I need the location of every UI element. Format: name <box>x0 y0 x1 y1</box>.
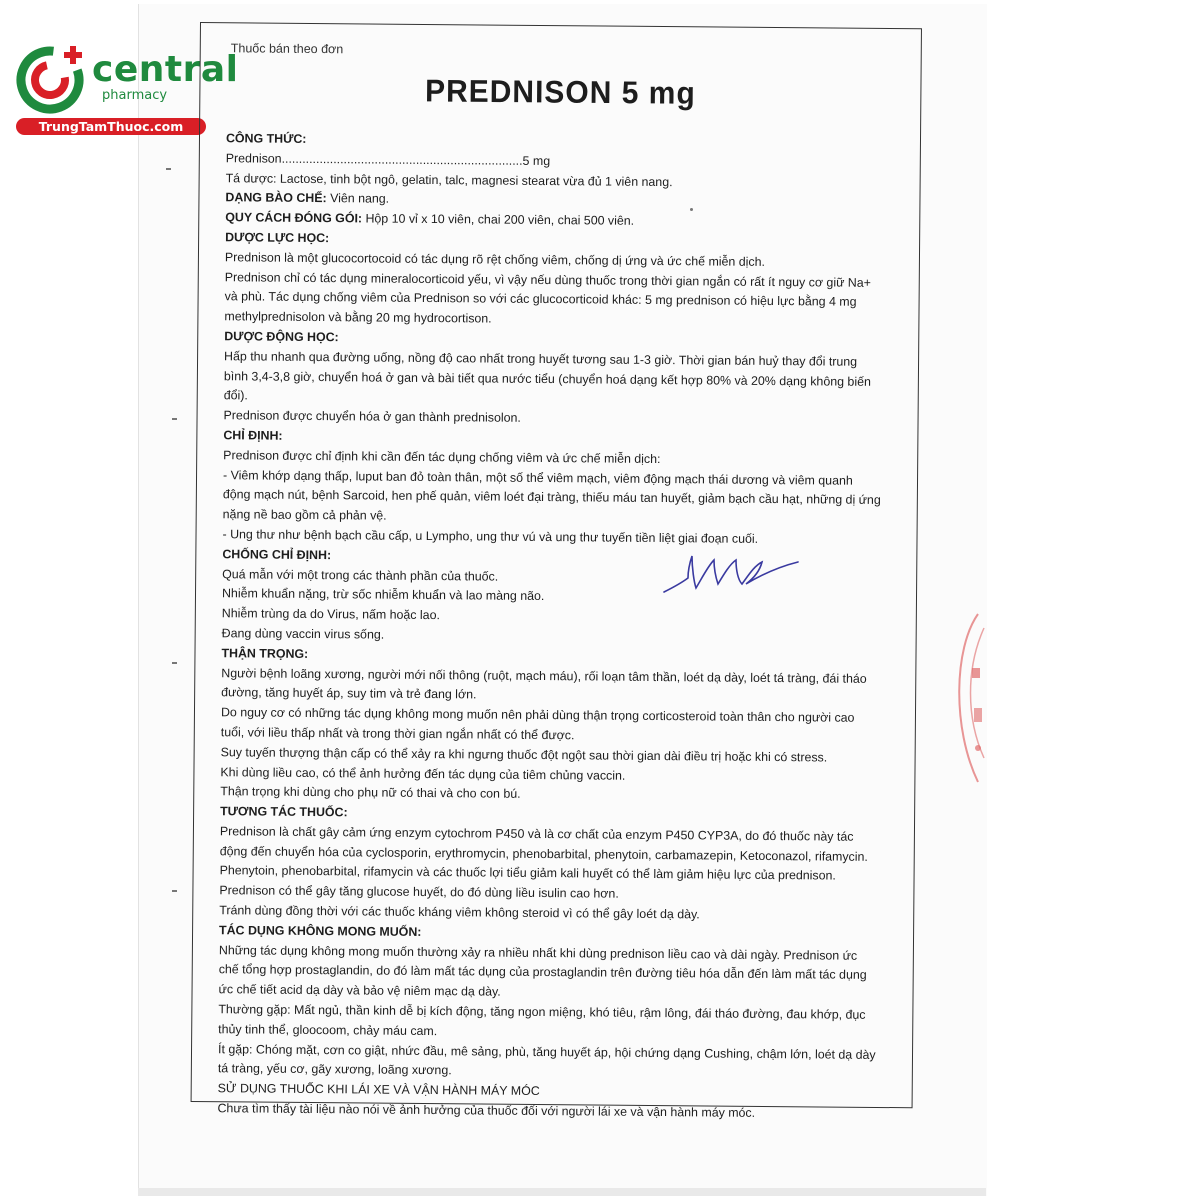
scan-mark <box>172 890 177 892</box>
logo-site-link[interactable]: TrungTamThuoc.com <box>16 118 206 135</box>
precautions-paragraph: Khi dùng liều cao, có thể ảnh hưởng đến tác dụng của tiêm chủng vaccin. <box>220 764 626 783</box>
side-effects-paragraph: Ít gặp: Chóng mặt, cơn co giật, nhức đầu, mê sảng, phù, tăng huyết áp, hội chứng dạng Cushing, chậm lớn, loét dạ dày tá tràng, yếu cơ, gãy xương, loãng xương. <box>217 1041 876 1078</box>
side-effects-paragraph: Thường gặp: Mất ngủ, thần kinh dễ bị kích động, tăng ngon miệng, khó tiêu, rậm lông, đái tháo đường, đau khớp, đục thủy tinh thể, gloocoom, chảy máu cam. <box>218 1002 866 1038</box>
driving-paragraph: Chưa tìm thấy tài liệu nào nói về ảnh hưởng của thuốc đối với người lái xe và vận hành máy móc. <box>217 1101 756 1120</box>
section-heading-dosage-form: DẠNG BÀO CHẾ: <box>225 190 327 206</box>
contraindications-item: Đang dùng vaccin virus sống. <box>221 626 385 642</box>
stamp-fragment-icon <box>948 608 988 788</box>
interactions-paragraph: Prednison là chất gây cảm ứng enzym cytochrom P450 và là cơ chất của enzym P450 CYP3A, do đó thuốc này tác động đến chuyển hóa của cyclosporin, erythromycin, phenobarbital, phenytoin, carbamazepin, Ketoconazol, rifamycin. <box>219 824 868 864</box>
active-ingredient: Prednison <box>225 151 282 166</box>
pharmacokinetics-paragraph: Hấp thu nhanh qua đường uống, nồng độ cao nhất trong huyết tương sau 1-3 giờ. Thời gian bán huỷ thay đổi trung bình 3,4-3,8 giờ, chuyển hoá ở gan và bài tiết qua nước tiểu (chuyển hoá dạng kết hợp 80% và 20% dạng không biến đổi). <box>223 348 871 403</box>
contraindications-item: Quá mẫn với một trong các thành phần của thuốc. <box>222 566 499 584</box>
leaflet-content <box>217 129 886 1125</box>
section-heading-precautions: THẬN TRỌNG: <box>221 645 309 661</box>
scan-mark <box>172 662 177 664</box>
indications-paragraph: Prednison được chỉ định khi cần đến tác dụng chống viêm và ức chế miễn dịch: <box>223 447 661 466</box>
signature-icon <box>658 548 806 604</box>
page-title: PREDNISON 5 mg <box>424 74 696 112</box>
central-pharmacy-logo[interactable] <box>8 36 239 136</box>
scan-mark <box>166 168 171 170</box>
section-heading-interactions: TƯƠNG TÁC THUỐC: <box>220 804 348 820</box>
interactions-paragraph: Prednison có thể gây tăng glucose huyết, do đó dùng liều isulin cao hơn. <box>219 883 619 901</box>
precautions-paragraph: Thận trọng khi dùng cho phụ nữ có thai và cho con bú. <box>220 784 521 802</box>
section-heading-contraindications: CHỐNG CHỈ ĐỊNH: <box>222 546 332 562</box>
section-heading-packaging: QUY CÁCH ĐÓNG GÓI: <box>225 210 363 226</box>
contraindications-item: Nhiễm khuẩn nặng, trừ sốc nhiễm khuẩn và lao màng não. <box>221 586 545 604</box>
section-heading-side-effects: TÁC DỤNG KHÔNG MONG MUỐN: <box>219 923 422 939</box>
precautions-paragraph: Do nguy cơ có những tác dụng không mong muốn nên phải dùng thận trọng corticosteroid toàn thân cho người cao tuổi, với liều thấp nhất và trong thời gian ngắn nhất có thể được. <box>220 705 855 743</box>
scan-mark <box>172 418 177 420</box>
leader-dots: ...................................................................... <box>281 151 523 168</box>
section-heading-driving: SỬ DỤNG THUỐC KHI LÁI XE VÀ VẬN HÀNH MÁY MÓC <box>217 1081 540 1099</box>
pharmacodynamics-paragraph: Prednison là một glucocortocoid có tác dụng rõ rệt chống viêm, chống dị ứng và ức chế miễn dịch. <box>224 250 766 269</box>
central-pharmacy-mark-icon <box>14 40 90 116</box>
prescription-note: Thuốc bán theo đơn <box>230 41 344 57</box>
section-heading-pharmacodynamics: DƯỢC LỰC HỌC: <box>225 230 330 246</box>
active-amount: 5 mg <box>522 153 551 168</box>
formula-excipients: Tá dược: Lactose, tinh bột ngô, gelatin, talc, magnesi stearat vừa đủ 1 viên nang. <box>225 170 673 189</box>
indications-paragraph: - Viêm khớp dạng thấp, luput ban đỏ toàn thân, một số thể viêm mạch, viêm động mạch thái dương và viêm quanh động mạch nút, bệnh Sarcoid, hen phế quản, viêm loét đại tràng, thiếu máu tan huyết, giảm bạch cầu hạt, những dị ứng nặng nề bao gồm cả phản vệ. <box>222 467 881 523</box>
scan-edge <box>138 1188 986 1196</box>
logo-brand: central <box>92 49 239 90</box>
logo-subtitle: pharmacy <box>102 88 168 103</box>
section-heading-indications: CHỈ ĐỊNH: <box>223 428 283 443</box>
side-effects-paragraph: Những tác dụng không mong muốn thường xảy ra nhiều nhất khi dùng prednison liều cao và dài ngày. Prednison ức chế tổng hợp prostaglandin, do đó làm mất tác dụng của prostaglandin trên đường tiêu hóa dẫn đến làm mất tác dụng ức chế tiết acid dạ dày và bảo vệ niêm mạc dạ dày. <box>218 942 867 999</box>
section-heading-pharmacokinetics: DƯỢC ĐỘNG HỌC: <box>224 329 339 345</box>
precautions-paragraph: Người bệnh loãng xương, người mới nối thông (ruột, mạch máu), rối loạn tâm thần, loét dạ dày, loét tá tràng, đái tháo đường, tăng huyết áp, suy tim và trẻ đang lớn. <box>221 665 867 702</box>
interactions-paragraph: Phenytoin, phenobarbital, rifamycin và các thuốc lợi tiểu giảm kali huyết có thể làm giảm hiệu lực của prednison. <box>219 863 836 884</box>
pharmacokinetics-paragraph: Prednison được chuyển hóa ở gan thành prednisolon. <box>223 408 521 425</box>
pharmacodynamics-paragraph: Prednison chỉ có tác dụng mineralocorticoid yếu, vì vậy nếu dùng thuốc trong thời gian ngắn có rất ít nguy cơ giữ Na+ và phù. Tác dụng chống viêm của Prednison so với các glucocorticoid khác: 5 mg prednison có hiệu lực bằng 4 mg methylprednisolon và bằng 20 mg hydrocortison. <box>224 269 871 326</box>
indications-paragraph: - Ung thư như bệnh bạch cầu cấp, u Lympho, ung thư vú và ung thư tuyến tiền liệt giai đoạn cuối. <box>222 527 759 546</box>
leaflet-frame <box>191 22 922 1120</box>
contraindications-item: Nhiễm trùng da do Virus, nấm hoặc lao. <box>221 606 441 623</box>
precautions-paragraph: Suy tuyến thượng thận cấp có thể xảy ra khi ngưng thuốc đột ngột sau thời gian dài điều trị hoặc khi có stress. <box>220 744 828 765</box>
section-heading-formula: CÔNG THỨC: <box>225 131 307 146</box>
packaging-text: Hộp 10 vỉ x 10 viên, chai 200 viên, chai 500 viên. <box>361 211 635 228</box>
interactions-paragraph: Tránh dùng đồng thời với các thuốc kháng viêm không steroid vì có thể gây loét dạ dày. <box>219 903 700 922</box>
dosage-form-text: Viên nang. <box>326 191 390 207</box>
